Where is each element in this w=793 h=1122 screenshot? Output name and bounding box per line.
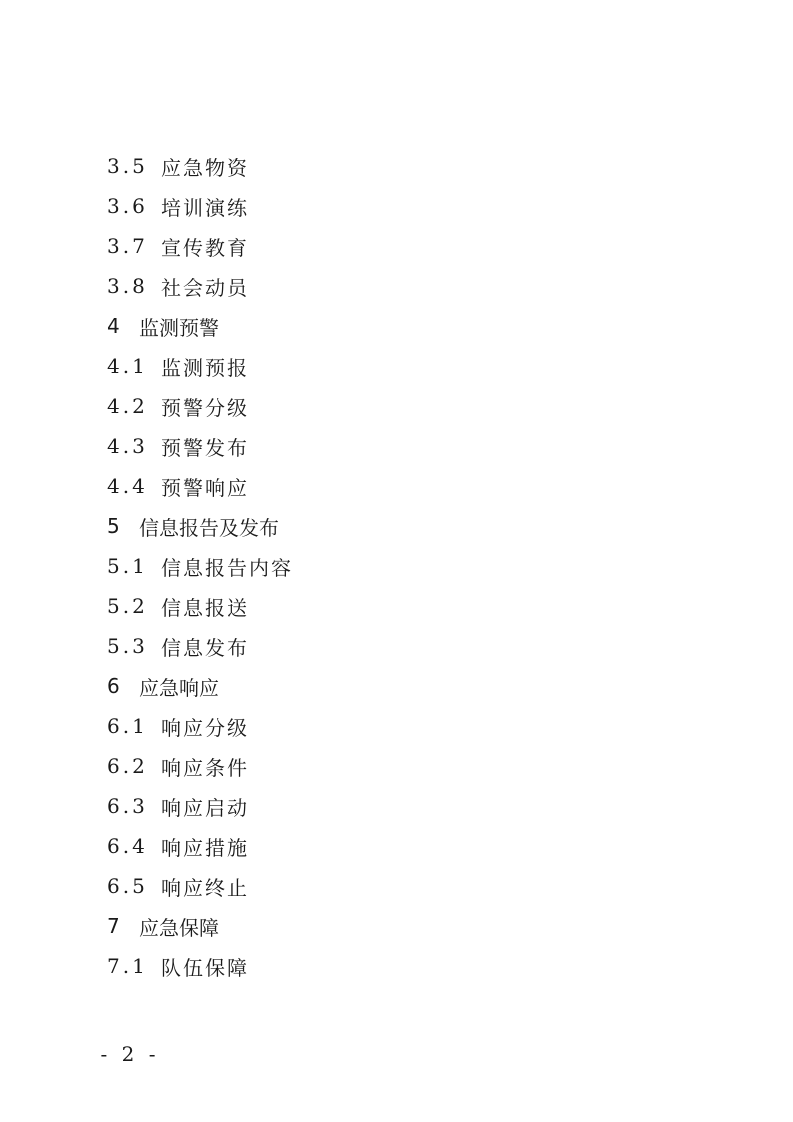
toc-item-title: 响应启动 <box>161 795 249 820</box>
toc-item-number: 6.4 <box>107 834 148 858</box>
toc-item-number: 6.2 <box>107 754 148 778</box>
toc-item-number: 6.5 <box>107 874 148 898</box>
toc-item-title: 社会动员 <box>161 275 249 300</box>
toc-item-7-1 <box>107 946 707 986</box>
toc-item-title: 信息发布 <box>161 635 249 660</box>
toc-item-title: 预警分级 <box>161 395 249 420</box>
toc-item-title: 信息报告内容 <box>161 555 293 580</box>
toc-section-title: 监测预警 <box>139 315 219 340</box>
toc-item-number: 4.4 <box>107 474 148 498</box>
toc-item-number: 3.7 <box>107 234 148 258</box>
toc-item-number: 5.3 <box>107 634 148 658</box>
toc-item-number: 6.1 <box>107 714 148 738</box>
toc-section-6 <box>107 666 707 706</box>
toc-item-5-1 <box>107 546 707 586</box>
toc-item-3-7 <box>107 226 707 266</box>
toc-item-title: 响应终止 <box>161 875 249 900</box>
toc-item-number: 4.1 <box>107 354 148 378</box>
toc-section-4 <box>107 306 707 346</box>
toc-item-number: 4.2 <box>107 394 148 418</box>
toc-item-number: 5.1 <box>107 554 148 578</box>
toc-item-title: 信息报送 <box>161 595 249 620</box>
toc-section-title: 应急保障 <box>139 915 219 940</box>
table-of-contents <box>107 146 707 986</box>
toc-item-title: 响应条件 <box>161 755 249 780</box>
toc-item-title: 预警响应 <box>161 475 249 500</box>
toc-item-6-5 <box>107 866 707 906</box>
toc-item-title: 监测预报 <box>161 355 249 380</box>
toc-item-5-2 <box>107 586 707 626</box>
toc-item-title: 响应分级 <box>161 715 249 740</box>
toc-item-title: 应急物资 <box>161 155 249 180</box>
toc-item-4-1 <box>107 346 707 386</box>
toc-section-title: 应急响应 <box>139 675 219 700</box>
toc-item-6-3 <box>107 786 707 826</box>
toc-item-5-3 <box>107 626 707 666</box>
toc-item-3-5 <box>107 146 707 186</box>
toc-item-4-4 <box>107 466 707 506</box>
toc-section-7 <box>107 906 707 946</box>
toc-item-title: 响应措施 <box>161 835 249 860</box>
toc-section-number: 6 <box>107 674 120 698</box>
toc-section-number: 7 <box>107 914 120 938</box>
toc-item-number: 3.6 <box>107 194 148 218</box>
page-number: - 2 - <box>100 1042 160 1066</box>
toc-item-number: 3.8 <box>107 274 148 298</box>
toc-item-4-3 <box>107 426 707 466</box>
toc-item-4-2 <box>107 386 707 426</box>
toc-section-number: 4 <box>107 314 120 338</box>
toc-section-5 <box>107 506 707 546</box>
toc-item-number: 5.2 <box>107 594 148 618</box>
toc-item-3-6 <box>107 186 707 226</box>
toc-item-3-8 <box>107 266 707 306</box>
toc-item-6-4 <box>107 826 707 866</box>
toc-item-title: 培训演练 <box>161 195 249 220</box>
toc-item-title: 队伍保障 <box>161 955 249 980</box>
toc-item-number: 6.3 <box>107 794 148 818</box>
toc-item-number: 3.5 <box>107 154 148 178</box>
toc-section-number: 5 <box>107 514 120 538</box>
toc-item-6-2 <box>107 746 707 786</box>
toc-item-number: 4.3 <box>107 434 148 458</box>
toc-section-title: 信息报告及发布 <box>139 515 279 540</box>
toc-item-number: 7.1 <box>107 954 148 978</box>
toc-item-title: 宣传教育 <box>161 235 249 260</box>
toc-item-title: 预警发布 <box>161 435 249 460</box>
toc-item-6-1 <box>107 706 707 746</box>
